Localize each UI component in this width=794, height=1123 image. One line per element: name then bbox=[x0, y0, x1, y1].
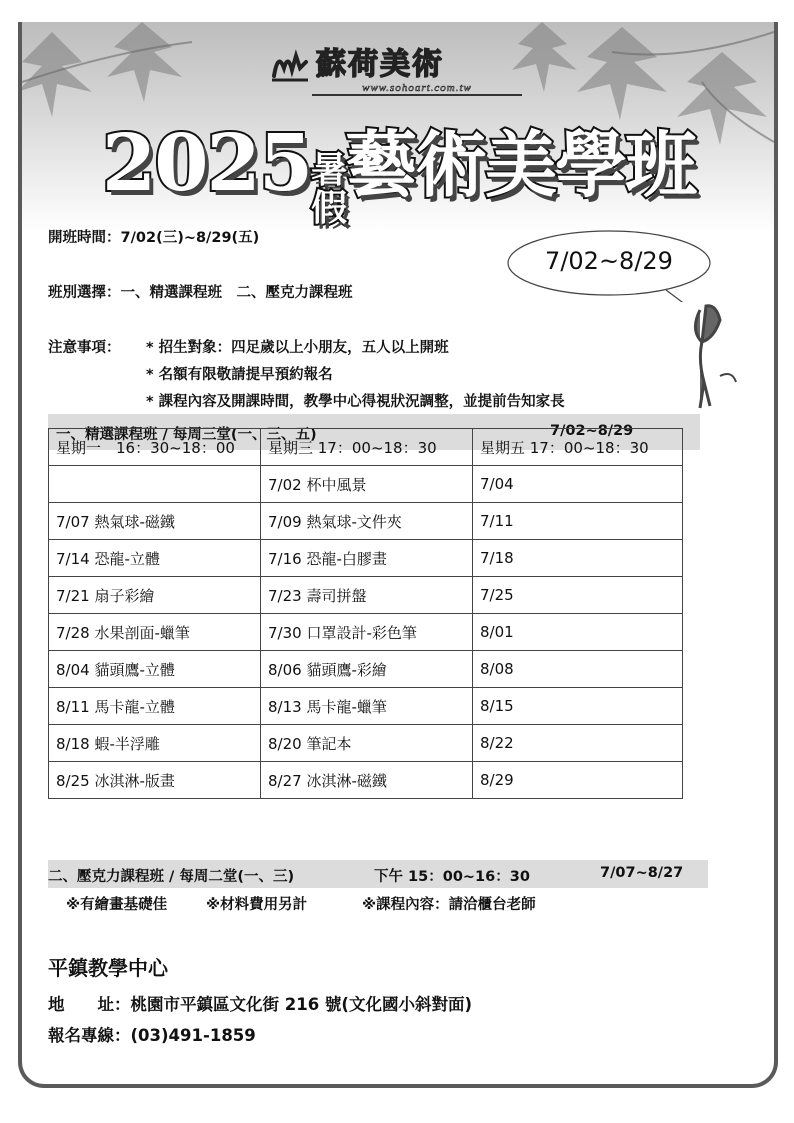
table-cell: 7/07 熱氣球-磁鐵 bbox=[49, 503, 261, 540]
table-row bbox=[49, 577, 683, 614]
table-cell: 7/30 口罩設計-彩色筆 bbox=[261, 614, 473, 651]
title-rest: 藝術美學班 bbox=[345, 122, 696, 207]
table-cell: 7/16 恐龍-白膠畫 bbox=[261, 540, 473, 577]
center-address: 地 址：桃園市平鎮區文化街 216 號(文化國小斜對面) bbox=[48, 995, 473, 1014]
bubble-date-range: 7/02~8/29 bbox=[545, 247, 673, 275]
section2-dates: 7/07~8/27 bbox=[600, 865, 684, 881]
info-note-2: * 名額有限敬請提早預約報名 bbox=[146, 367, 333, 383]
brand-mark-icon bbox=[270, 46, 310, 84]
section1-label: 一、精選課程班 / 每周三堂(一、三、五) bbox=[56, 427, 317, 443]
table-row bbox=[49, 725, 683, 762]
schedule-table bbox=[48, 428, 683, 799]
section2-note-1: ※有繪畫基礎佳 bbox=[66, 897, 168, 913]
table-cell bbox=[49, 466, 261, 503]
title-stack-bottom: 假 bbox=[311, 187, 346, 229]
table-cell: 7/25 bbox=[473, 577, 683, 614]
info-note-3: * 課程內容及開課時間，教學中心得視狀況調整，並提前告知家長 bbox=[146, 394, 565, 410]
section1-dates: 7/02~8/29 bbox=[550, 423, 634, 439]
section2-time: 下午 15：00~16：30 bbox=[374, 869, 530, 885]
table-cell: 7/11 bbox=[473, 503, 683, 540]
title-year: 2025 bbox=[102, 118, 312, 209]
table-row bbox=[49, 762, 683, 799]
table-cell: 8/22 bbox=[473, 725, 683, 762]
cartoon-creature-illustration bbox=[680, 290, 740, 410]
table-row bbox=[49, 688, 683, 725]
table-cell: 8/13 馬卡龍-蠟筆 bbox=[261, 688, 473, 725]
info-classes: 班別選擇：一、精選課程班 二、壓克力課程班 bbox=[48, 285, 353, 301]
table-cell: 8/11 馬卡龍-立體 bbox=[49, 688, 261, 725]
table-cell: 8/06 貓頭鷹-彩繪 bbox=[261, 651, 473, 688]
table-cell: 8/15 bbox=[473, 688, 683, 725]
table-cell: 7/28 水果剖面-蠟筆 bbox=[49, 614, 261, 651]
schedule-header-monday: 星期一 16：30~18：00 bbox=[49, 429, 261, 466]
table-row bbox=[49, 614, 683, 651]
table-cell: 7/02 杯中風景 bbox=[261, 466, 473, 503]
table-cell: 8/18 蝦-半浮雕 bbox=[49, 725, 261, 762]
table-cell: 8/29 bbox=[473, 762, 683, 799]
section2-note-2: ※材料費用另計 bbox=[206, 897, 308, 913]
info-note-1: * 招生對象：四足歲以上小朋友，五人以上開班 bbox=[146, 340, 449, 356]
table-cell: 8/04 貓頭鷹-立體 bbox=[49, 651, 261, 688]
table-cell: 7/23 壽司拼盤 bbox=[261, 577, 473, 614]
brand-url: www.sohoart.com.tw bbox=[312, 82, 522, 96]
section2-header bbox=[48, 860, 708, 888]
section2-note-3: ※課程內容：請洽櫃台老師 bbox=[362, 897, 536, 913]
table-cell: 8/25 冰淇淋-版畫 bbox=[49, 762, 261, 799]
title-stacked bbox=[311, 151, 345, 227]
table-row bbox=[49, 503, 683, 540]
title-stack-top: 暑 bbox=[311, 149, 346, 191]
info-period: 開班時間：7/02(三)~8/29(五) bbox=[48, 230, 260, 246]
page-title bbox=[102, 114, 695, 227]
table-cell: 8/20 筆記本 bbox=[261, 725, 473, 762]
table-cell: 7/04 bbox=[473, 466, 683, 503]
section2-label: 二、壓克力課程班 / 每周二堂(一、三) bbox=[48, 869, 295, 885]
table-cell: 8/27 冰淇淋-磁鐵 bbox=[261, 762, 473, 799]
table-row bbox=[49, 651, 683, 688]
table-cell: 7/21 扇子彩繪 bbox=[49, 577, 261, 614]
table-cell: 7/18 bbox=[473, 540, 683, 577]
table-cell: 7/09 熱氣球-文件夾 bbox=[261, 503, 473, 540]
table-row bbox=[49, 540, 683, 577]
table-cell: 8/08 bbox=[473, 651, 683, 688]
schedule-header-wednesday: 星期三 17：00~18：30 bbox=[261, 429, 473, 466]
schedule-header-row bbox=[49, 429, 683, 466]
info-notes-label: 注意事項： bbox=[48, 340, 121, 356]
table-cell: 8/01 bbox=[473, 614, 683, 651]
schedule-header-friday: 星期五 17：00~18：30 bbox=[473, 429, 683, 466]
brand-name: 蘇荷美術 bbox=[316, 47, 444, 82]
table-cell: 7/14 恐龍-立體 bbox=[49, 540, 261, 577]
center-name: 平鎮教學中心 bbox=[48, 956, 168, 980]
center-phone: 報名專線：(03)491-1859 bbox=[48, 1026, 256, 1045]
table-row bbox=[49, 466, 683, 503]
brand-logo bbox=[270, 46, 444, 84]
